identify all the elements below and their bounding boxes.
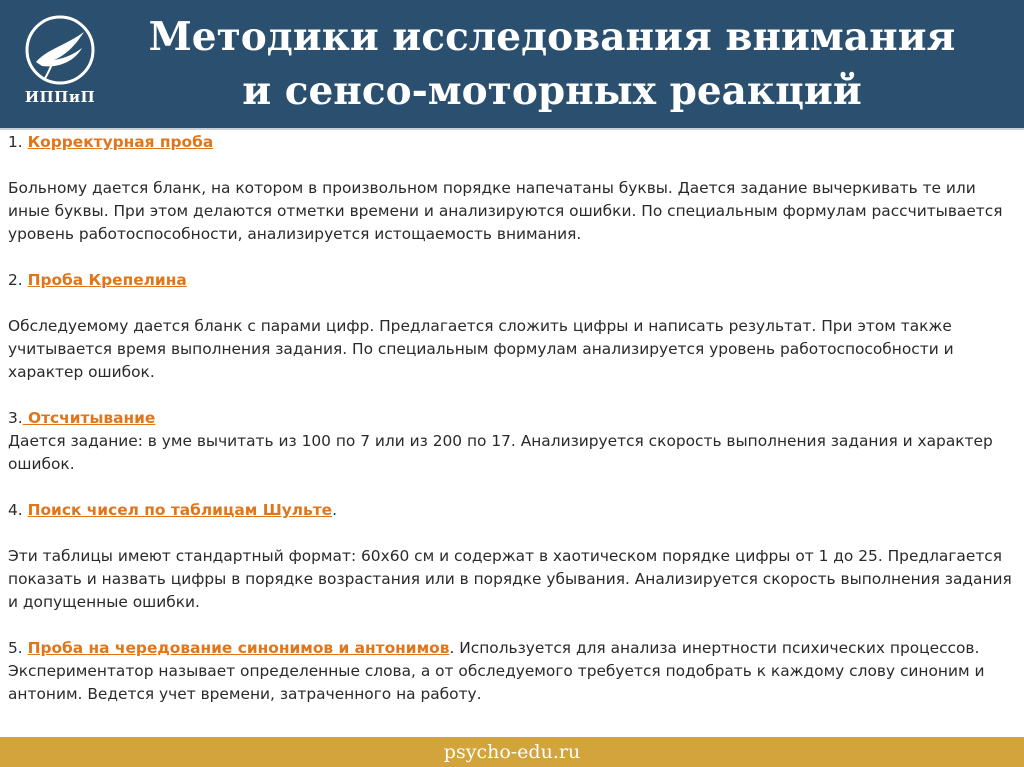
title-line-2: и сенсо-моторных реакций [242, 68, 862, 114]
section-body-5: . Используется для анализа инертности психических процессов. Экспериментатор называет определенные слова, а от обследуемого требуется подобрать к каждому слову синоним и антоним. Ведется учет времени, затраченного на работу. [8, 639, 985, 703]
section-number: 2. [8, 271, 28, 289]
section-body-4: Эти таблицы имеют стандартный формат: 60x60 см и содержат в хаотическом порядке цифры от 1 до 25. Предлагается показать и назвать цифры в порядке возрастания или в порядке убывания. Анализируется скорость выполнения задания и допущенные ошибки. [8, 547, 1012, 611]
institute-logo [14, 10, 106, 118]
title-line-1: Методики исследования внимания [148, 14, 956, 60]
section-number: 3. [8, 409, 23, 427]
section-body-2: Обследуемому дается бланк с парами цифр. Предлагается сложить цифры и написать результат. При этом также учитывается время выполнения задания. По специальным формулам анализируется уровень работоспособности и характер ошибок. [8, 317, 954, 381]
link-sinonimy-antonimy[interactable]: Проба на чередование синонимов и антонимов [27, 639, 450, 657]
section-suffix: . [332, 501, 338, 519]
page-title [110, 10, 994, 118]
section-number: 5. [8, 639, 28, 657]
link-korrekturnaya-proba[interactable]: Корректурная проба [27, 133, 214, 151]
section-body-3: Дается задание: в уме вычитать из 100 по 7 или из 200 по 17. Анализируется скорость выполнения задания и характер ошибок. [8, 432, 993, 473]
section-paragraph-5 [8, 637, 1014, 706]
header-bar [0, 0, 1024, 130]
section-heading-2 [8, 269, 1014, 292]
footer-bar [0, 737, 1024, 767]
section-number: 1. [8, 133, 28, 151]
footer-site-name: psycho-edu.ru [443, 741, 581, 763]
content-area [8, 131, 1014, 706]
bird-emblem-icon [14, 10, 106, 90]
link-proba-krepelina[interactable]: Проба Крепелина [27, 271, 187, 289]
section-heading-3 [8, 407, 1014, 430]
section-heading-1 [8, 131, 1014, 154]
link-tablitsy-shulte[interactable]: Поиск чисел по таблицам Шульте [27, 501, 333, 519]
link-otschityvanie[interactable]: Отсчитывание [22, 409, 156, 427]
section-heading-4 [8, 499, 1014, 522]
logo-text: ИППиП [24, 88, 96, 106]
section-number: 4. [8, 501, 28, 519]
section-body-1: Больному дается бланк, на котором в произвольном порядке напечатаны буквы. Дается задание вычеркивать те или иные буквы. При этом делаются отметки времени и анализируются ошибки. По специальным формулам рассчитывается уровень работоспособности, анализируется истощаемость внимания. [8, 179, 1003, 243]
